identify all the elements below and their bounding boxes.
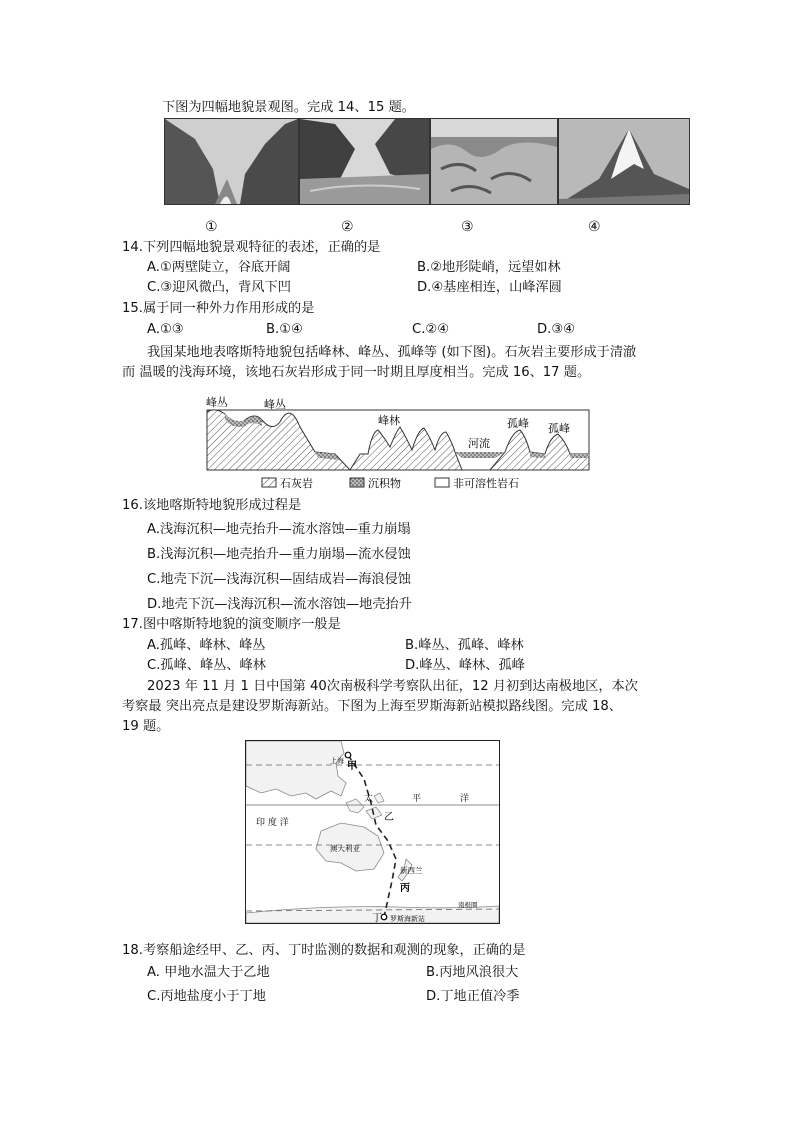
karst-diagram <box>200 392 595 494</box>
label-new-zealand: 新西兰 <box>400 866 423 875</box>
q17-stem: 17.图中喀斯特地貌的演变顺序一般是 <box>122 617 341 632</box>
q17-option-b[interactable]: B.峰丛、孤峰、峰林 <box>405 638 524 653</box>
sand-dune-photo-icon <box>430 118 558 205</box>
label-gufeng-1: 孤峰 <box>507 417 529 430</box>
label-fengcong-1: 峰丛 <box>206 396 228 409</box>
intro-16-17-line1: 我国某地地表喀斯特地貌包括峰林、峰丛、孤峰等 (如下图)。石灰岩主要形成于清澈 <box>147 345 637 360</box>
intro-18-19-line2: 考察最 突出亮点是建设罗斯海新站。下图为上海至罗斯海新站模拟路线图。完成 18、 <box>122 699 622 714</box>
q15-option-a[interactable]: A.①③ <box>147 322 184 337</box>
legend-limestone-swatch <box>262 478 276 487</box>
label-jia: 甲 <box>347 761 357 772</box>
q17-option-a[interactable]: A.孤峰、峰林、峰丛 <box>147 638 266 653</box>
q14-option-d[interactable]: D.④基座相连，山峰浑圆 <box>417 280 562 295</box>
q18-option-d[interactable]: D.丁地正值冷季 <box>426 989 520 1004</box>
shanghai-marker <box>345 752 351 758</box>
label-ding: 丁 <box>372 913 382 923</box>
legend-insoluble-swatch <box>435 478 449 487</box>
label-fenglin: 峰林 <box>378 414 400 427</box>
q18-option-c[interactable]: C.丙地盐度小于丁地 <box>147 989 266 1004</box>
intro-16-17-line2: 而 温暖的浅海环境，该地石灰岩形成于同一时期且厚度相当。完成 16、17 题。 <box>122 365 591 380</box>
q15-option-b[interactable]: B.①④ <box>266 322 303 337</box>
q18-option-b[interactable]: B.丙地风浪很大 <box>426 965 519 980</box>
photo-label-3: ③ <box>461 219 474 235</box>
q15-stem: 15.属于同一种外力作用形成的是 <box>122 301 315 316</box>
q17-option-c[interactable]: C.孤峰、峰丛、峰林 <box>147 658 266 673</box>
label-shanghai: 上海 <box>330 757 344 765</box>
snow-peak-photo-icon <box>558 118 690 205</box>
asia-landmass <box>246 741 346 799</box>
legend-insoluble: 非可溶性岩石 <box>453 477 519 490</box>
q16-option-d[interactable]: D.地壳下沉—浅海沉积—流水溶蚀—地壳抬升 <box>147 597 412 612</box>
legend-sediment: 沉积物 <box>368 477 401 490</box>
label-yang: 洋 <box>460 794 470 804</box>
label-gufeng-2: 孤峰 <box>548 422 570 435</box>
q17-option-d[interactable]: D.峰丛、峰林、孤峰 <box>405 658 525 673</box>
photo-label-2: ② <box>341 219 354 235</box>
photo-label-1: ① <box>205 219 218 235</box>
river-gorge-photo-icon <box>299 118 430 205</box>
legend-limestone: 石灰岩 <box>280 477 313 490</box>
q14-option-c[interactable]: C.③迎风微凸，背风下凹 <box>147 280 291 295</box>
intro-18-19-line1: 2023 年 11 月 1 日中国第 40次南极科学考察队出征，12 月初到达南极地区，本次 <box>147 679 638 694</box>
legend-sediment-swatch <box>350 478 364 487</box>
intro-18-19-line3: 19 题。 <box>122 719 170 734</box>
q16-stem: 16.该地喀斯特地貌形成过程是 <box>122 498 302 513</box>
q14-stem: 14.下列四幅地貌景观特征的表述，正确的是 <box>122 240 381 255</box>
intro-14-15: 下图为四幅地貌景观图。完成 14、15 题。 <box>162 100 415 115</box>
label-river: 河流 <box>468 437 490 450</box>
photo-label-4: ④ <box>588 219 601 235</box>
label-antarctic-circle: 南极圈 <box>458 901 478 909</box>
q15-option-d[interactable]: D.③④ <box>537 322 575 337</box>
label-bing: 丙 <box>400 883 410 894</box>
label-station: 罗斯海新站 <box>390 915 425 923</box>
q16-option-b[interactable]: B.浅海沉积—地壳抬升—重力崩塌—流水侵蚀 <box>147 547 411 562</box>
canyon-photo-icon <box>164 118 299 205</box>
label-ping: 平 <box>412 794 422 804</box>
q15-option-c[interactable]: C.②④ <box>412 322 450 337</box>
route-map <box>245 740 500 924</box>
q16-option-c[interactable]: C.地壳下沉—浅海沉积—固结成岩—海浪侵蚀 <box>147 572 411 587</box>
station-marker <box>381 914 387 920</box>
q14-option-b[interactable]: B.②地形陡峭，远望如林 <box>417 260 561 275</box>
label-tai: 太 <box>364 794 374 804</box>
q18-stem: 18.考察船途经甲、乙、丙、丁时监测的数据和观测的现象，正确的是 <box>122 943 526 958</box>
q16-option-a[interactable]: A.浅海沉积—地壳抬升—流水溶蚀—重力崩塌 <box>147 522 411 537</box>
q18-option-a[interactable]: A. 甲地水温大于乙地 <box>147 965 270 980</box>
label-indian-ocean: 印 度 洋 <box>256 818 289 828</box>
label-yi: 乙 <box>384 812 394 823</box>
label-australia: 澳大利亚 <box>330 844 360 853</box>
label-fengcong-2: 峰丛 <box>264 398 286 411</box>
q14-option-a[interactable]: A.①两壁陡立，谷底开阔 <box>147 260 291 275</box>
